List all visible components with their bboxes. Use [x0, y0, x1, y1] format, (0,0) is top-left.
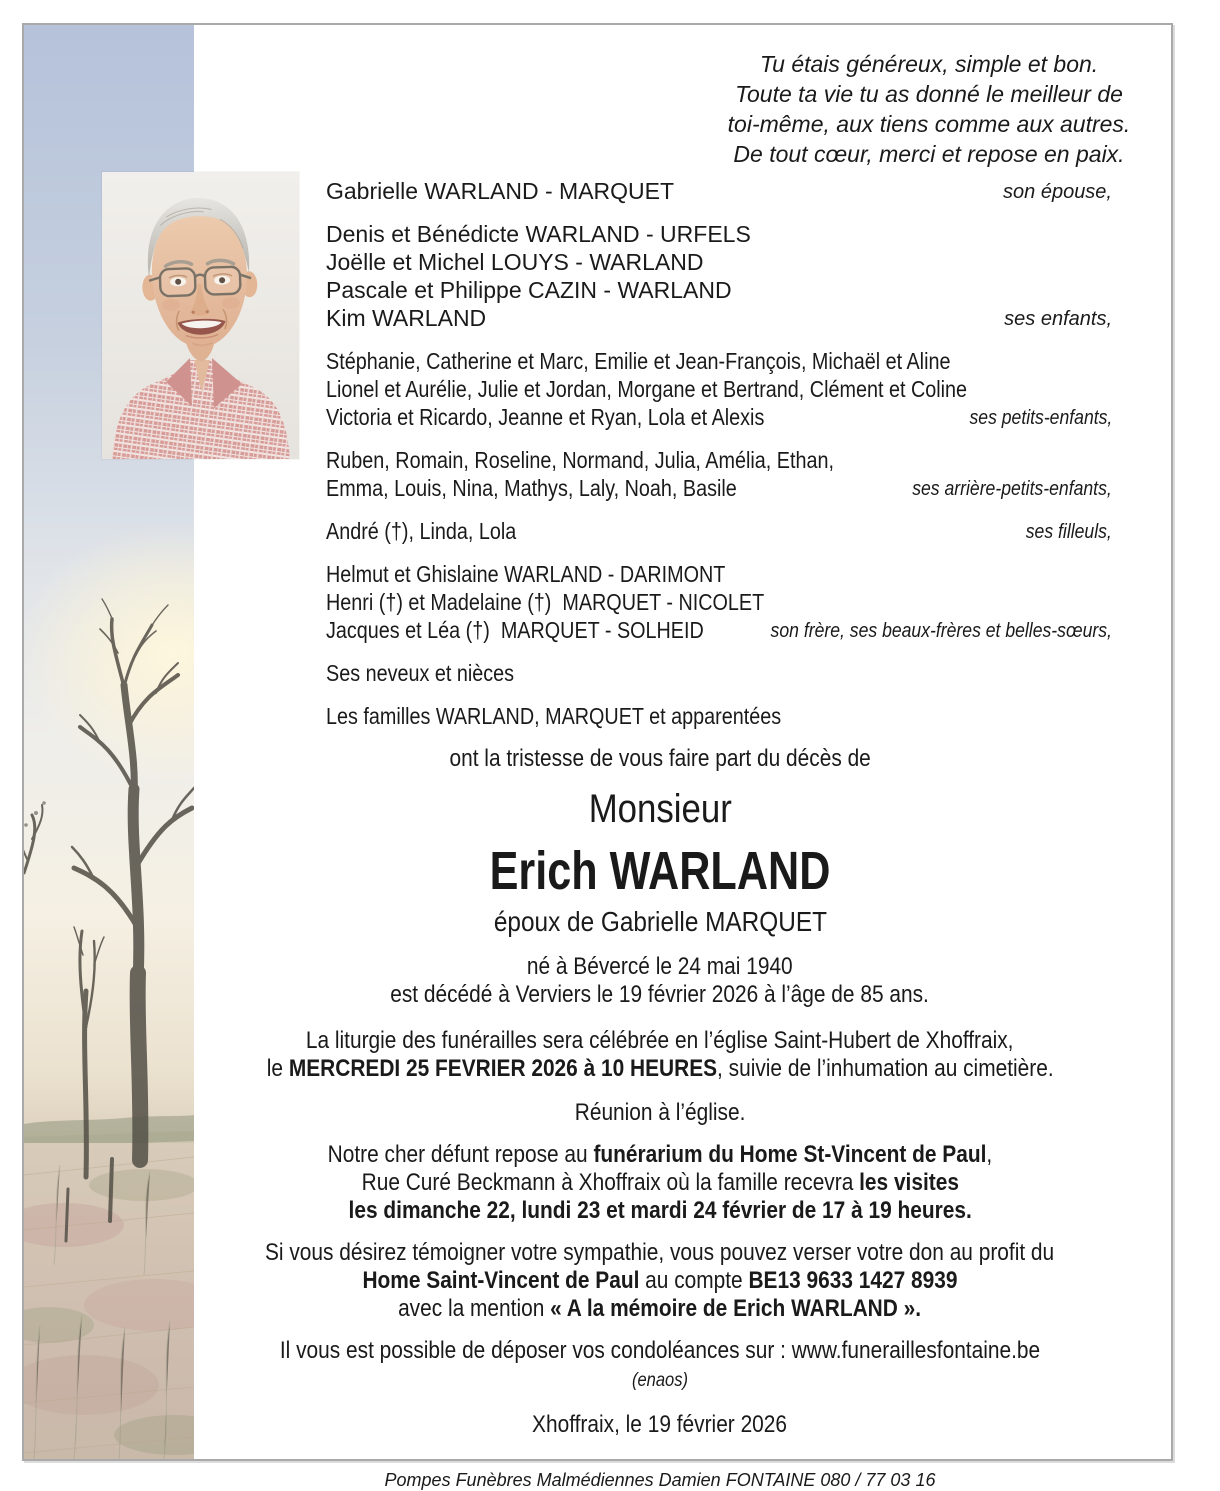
- donation-mention: « A la mémoire de Erich WARLAND ».: [550, 1295, 922, 1322]
- relationship-label-text: ses filleuls,: [1025, 521, 1112, 543]
- condolences-text: Il vous est possible de déposer vos condoléances sur : www.funeraillesfontaine.be: [279, 1337, 1046, 1364]
- relative-name-line: Denis et Bénédicte WARLAND - URFELS: [326, 221, 751, 247]
- relative-name-line: Emma, Louis, Nina, Mathys, Laly, Noah, Basile: [326, 475, 737, 501]
- obituary-page: [22, 23, 1173, 1490]
- relationship-label: [724, 618, 1112, 644]
- liturgy-line-1: La liturgie des funérailles sera célébrée en l’église Saint-Hubert de Xhoffraix,: [306, 1027, 1014, 1054]
- relative-name-line: Victoria et Ricardo, Jeanne et Ryan, Lola et Alexis: [326, 404, 765, 430]
- condolences-line: [194, 1337, 1126, 1395]
- relatives-group: [194, 220, 1171, 332]
- relationship-label: [1004, 306, 1112, 332]
- relationship-label-text: ses petits-enfants,: [969, 407, 1112, 429]
- announcement-section: [194, 745, 1171, 1491]
- liturgy-line-2: [194, 1055, 1126, 1083]
- epigraph: [709, 49, 1149, 169]
- relative-name-line: Helmut et Ghislaine WARLAND - DARIMONT: [326, 561, 726, 587]
- epigraph-line: toi-même, aux tiens comme aux autres.: [727, 111, 1131, 137]
- relative-name-line: André (†), Linda, Lola: [326, 518, 517, 544]
- relative-name-line: Stéphanie, Catherine et Marc, Emilie et Jean-François, Michaël et Aline: [326, 348, 951, 374]
- visits-schedule-text: les dimanche 22, lundi 23 et mardi 24 février de 17 à 19 heures.: [348, 1197, 972, 1224]
- relationship-label: [1003, 179, 1112, 205]
- ceremony-datetime: MERCREDI 25 FEVRIER 2026 à 10 HEURES: [288, 1055, 717, 1082]
- donation-line-3: [194, 1295, 1126, 1323]
- relatives-names: [326, 659, 545, 687]
- relatives-names: [326, 560, 765, 644]
- donation-line-3-pre: avec la mention: [398, 1295, 551, 1322]
- liturgy-line-2-pre: le: [266, 1055, 289, 1082]
- repose-line-2-pre: Rue Curé Beckmann à Xhoffraix où la famille recevra: [361, 1169, 859, 1196]
- relative-name-line: Kim WARLAND: [326, 305, 487, 331]
- funeral-home-footer: Pompes Funèbres Malmédiennes Damien FONTAINE 080 / 77 03 16: [384, 1470, 936, 1490]
- relative-name-line: Jacques et Léa (†) MARQUET - SOLHEID: [326, 617, 704, 643]
- relatives-group: [194, 517, 1171, 545]
- epigraph-line: Toute ta vie tu as donné le meilleur de: [735, 81, 1123, 107]
- funerarium-name: funérarium du Home St-Vincent de Paul: [593, 1141, 987, 1168]
- relatives-names: [326, 446, 873, 502]
- donation-line-2-mid: au compte: [639, 1267, 749, 1294]
- donation-beneficiary: Home Saint-Vincent de Paul: [362, 1267, 640, 1294]
- obituary-text-column: [194, 25, 1171, 1491]
- relative-name-line: Les familles WARLAND, MARQUET et apparentées: [326, 703, 782, 729]
- repose-line-2: [194, 1169, 1126, 1197]
- visits-schedule: [194, 1197, 1126, 1225]
- relationship-label-text: son épouse,: [1003, 181, 1112, 203]
- relatives-names: [326, 220, 751, 332]
- relatives-group: [194, 659, 1171, 687]
- relative-name-line: Ses neveux et nièces: [326, 660, 515, 686]
- epigraph-line: Tu étais généreux, simple et bon.: [759, 51, 1099, 77]
- relatives-group: [194, 702, 1171, 730]
- deceased-name: Erich WARLAND: [489, 841, 831, 901]
- repose-line-1-pre: Notre cher défunt repose au: [327, 1141, 594, 1168]
- relationship-label: [885, 476, 1112, 502]
- relatives-names: [326, 702, 855, 730]
- relative-name-line: Henri (†) et Madelaine (†) MARQUET - NICOLET: [326, 589, 765, 615]
- donation-line-1: Si vous désirez témoigner votre sympathie, vous pouvez verser votre don au profit du: [265, 1239, 1055, 1266]
- liturgy-line-2-post: , suivie de l’inhumation au cimetière.: [716, 1055, 1054, 1082]
- meeting-line: Réunion à l’église.: [574, 1099, 746, 1126]
- relative-name-line: Joëlle et Michel LOUYS - WARLAND: [326, 249, 704, 275]
- relationship-label: [950, 405, 1112, 431]
- repose-line-1-post: ,: [986, 1141, 993, 1168]
- relative-name-line: Gabrielle WARLAND - MARQUET: [326, 178, 675, 204]
- announcement-line: ont la tristesse de vous faire part du décès de: [449, 745, 871, 772]
- visits-label: les visites: [858, 1169, 959, 1196]
- relatives-names: [326, 177, 674, 205]
- relatives-group: [194, 347, 1171, 431]
- relative-name-line: Pascale et Philippe CAZIN - WARLAND: [326, 277, 732, 303]
- relationship-label: [1014, 519, 1112, 545]
- relationship-label-text: son frère, ses beaux-frères et belles-sœurs,: [770, 620, 1112, 642]
- spouse-line: époux de Gabrielle MARQUET: [493, 906, 827, 937]
- epigraph-line: De tout cœur, merci et repose en paix.: [733, 141, 1125, 167]
- deceased-title: Monsieur: [588, 787, 732, 831]
- repose-line-1: [194, 1141, 1126, 1169]
- relatives-group: [194, 560, 1171, 644]
- relative-name-line: Lionel et Aurélie, Julie et Jordan, Morgane et Bertrand, Clément et Coline: [326, 376, 968, 402]
- relatives-group: [194, 177, 1171, 205]
- relatives-names: [326, 347, 968, 431]
- dateline: Xhoffraix, le 19 février 2026: [532, 1411, 788, 1438]
- relatives-group: [194, 446, 1171, 502]
- relatives-names: [326, 517, 547, 545]
- relationship-label-text: ses arrière-petits-enfants,: [912, 478, 1112, 500]
- donation-line-2: [194, 1267, 1126, 1295]
- donation-account-number: BE13 9633 1427 8939: [748, 1267, 958, 1294]
- birth-line: né à Bévercé le 24 mai 1940: [527, 953, 793, 980]
- death-line: est décédé à Verviers le 19 février 2026 à l’âge de 85 ans.: [390, 981, 930, 1008]
- relative-name-line: Ruben, Romain, Roseline, Normand, Julia, Amélia, Ethan,: [326, 447, 834, 473]
- condolences-note: (enaos): [631, 1370, 689, 1391]
- relatives-list: [194, 177, 1171, 730]
- relationship-label-text: ses enfants,: [1004, 308, 1112, 330]
